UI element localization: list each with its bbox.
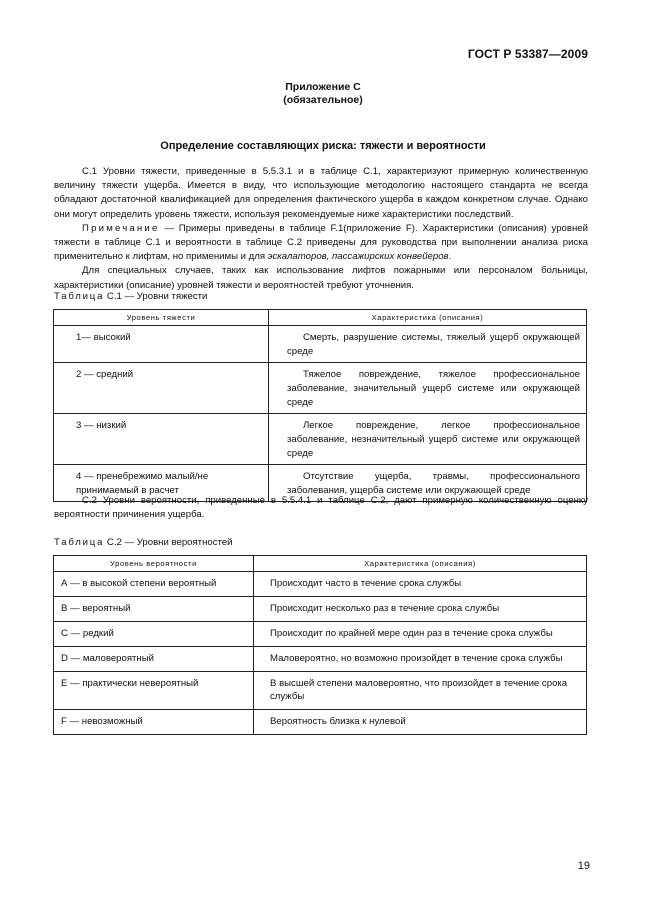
severity-level-cell: 2 — средний [54, 363, 269, 414]
note-paragraph [54, 222, 588, 265]
probability-description-cell: Происходит по крайней мере один раз в течение срока службы [254, 622, 587, 647]
paragraph-c2: С.2 Уровни вероятности, приведенные в 5.5.4.1 и таблице С.2, дают примерную количественную оценку вероятности причинения ущерба. [54, 495, 588, 521]
table-row [54, 363, 587, 414]
severity-level-cell: 4 — пренебрежимо малый/не принимаемый в расчет [54, 465, 269, 502]
probability-level-cell: D — маловероятный [54, 647, 254, 672]
annex-heading [0, 81, 646, 107]
severity-description-cell: Смерть, разрушение системы, тяжелый ущерб окружающей среде [269, 326, 587, 363]
table-row [54, 672, 587, 710]
probability-level-cell: С — редкий [54, 622, 254, 647]
annex-title: Приложение С [285, 81, 361, 93]
probability-level-cell: В — вероятный [54, 597, 254, 622]
column-header: Уровень вероятности [54, 556, 254, 572]
table1-caption-title: С.1 — Уровни тяжести [104, 291, 208, 302]
column-header: Характеристика (описания) [254, 556, 587, 572]
body-text [54, 165, 588, 293]
table1-caption [54, 291, 207, 302]
note-text-end: . [448, 251, 452, 263]
probability-level-cell: Е — практически невероятный [54, 672, 254, 710]
probability-level-cell: F — невозможный [54, 710, 254, 735]
note-text: — Примеры приведены в таблице F.1(приложение F). Характеристики (описания) уровней тяжести в таблице С.1 и вероятности в таблице С.2 приведены для руководства при выполнении анализа риска применительно к лифтам, но применимы и для [54, 222, 588, 263]
annex-status: (обязательное) [283, 94, 363, 106]
severity-description-cell: Отсутствие ущерба, травмы, профессионального заболевания, ущерба системе или окружающей среде [269, 465, 587, 502]
table-row [54, 597, 587, 622]
probability-description-cell: Происходит часто в течение срока службы [254, 572, 587, 597]
table-row [54, 710, 587, 735]
note-label: Примечание [82, 222, 160, 234]
table2-caption-title: С.2 — Уровни вероятностей [104, 537, 233, 548]
table-header-row [54, 310, 587, 326]
table-row [54, 622, 587, 647]
table-row [54, 572, 587, 597]
probability-description-cell: Вероятность близка к нулевой [254, 710, 587, 735]
severity-level-cell: 3 — низкий [54, 414, 269, 465]
table-row [54, 326, 587, 363]
severity-table [53, 309, 587, 502]
probability-description-cell: Маловероятно, но возможно произойдет в течение срока службы [254, 647, 587, 672]
note-italic-text: эскалаторов, пассажирских конвейеров [267, 251, 449, 263]
severity-description-cell: Тяжелое повреждение, тяжелое профессиональное заболевание, значительный ущерб системе или окружающей среде [269, 363, 587, 414]
paragraph-c1: С.1 Уровни тяжести, приведенные в 5.5.3.1 и в таблице С.1, характеризуют примерную количественную величину тяжести ущерба. Имеется в виду, что использующие методологию настоящего стандарта не всегда обладают достаточной квалификацией для определения фактического ущерба в каждом конкретном случае. Однако они могут определить уровень тяжести, используя рекомендуемые ниже характеристики последствий. [54, 166, 588, 220]
table-row [54, 414, 587, 465]
section-title: Определение составляющих риска: тяжести и вероятности [160, 140, 486, 152]
table2-caption-label: Таблица [54, 537, 105, 548]
table2-caption [54, 537, 233, 548]
severity-description-cell: Легкое повреждение, легкое профессиональное заболевание, незначительный ущерб системе или окружающей среде [269, 414, 587, 465]
column-header: Характеристика (описания) [269, 310, 587, 326]
page-number: 19 [577, 860, 590, 872]
table-row [54, 647, 587, 672]
probability-level-cell: А — в высокой степени вероятный [54, 572, 254, 597]
severity-level-cell: 1— высокий [54, 326, 269, 363]
paragraph-special-cases: Для специальных случаев, таких как использование лифтов пожарными или персоналом больницы, характеристики (описание) уровней тяжести и вероятностей требуют уточнения. [54, 265, 588, 291]
table-header-row [54, 556, 587, 572]
table1-caption-label: Таблица [54, 291, 105, 302]
document-header: ГОСТ Р 53387—2009 [467, 47, 588, 61]
probability-table [53, 555, 587, 735]
column-header: Уровень тяжести [54, 310, 269, 326]
probability-description-cell: В высшей степени маловероятно, что произойдет в течение срока службы [254, 672, 587, 710]
probability-description-cell: Происходит несколько раз в течение срока службы [254, 597, 587, 622]
